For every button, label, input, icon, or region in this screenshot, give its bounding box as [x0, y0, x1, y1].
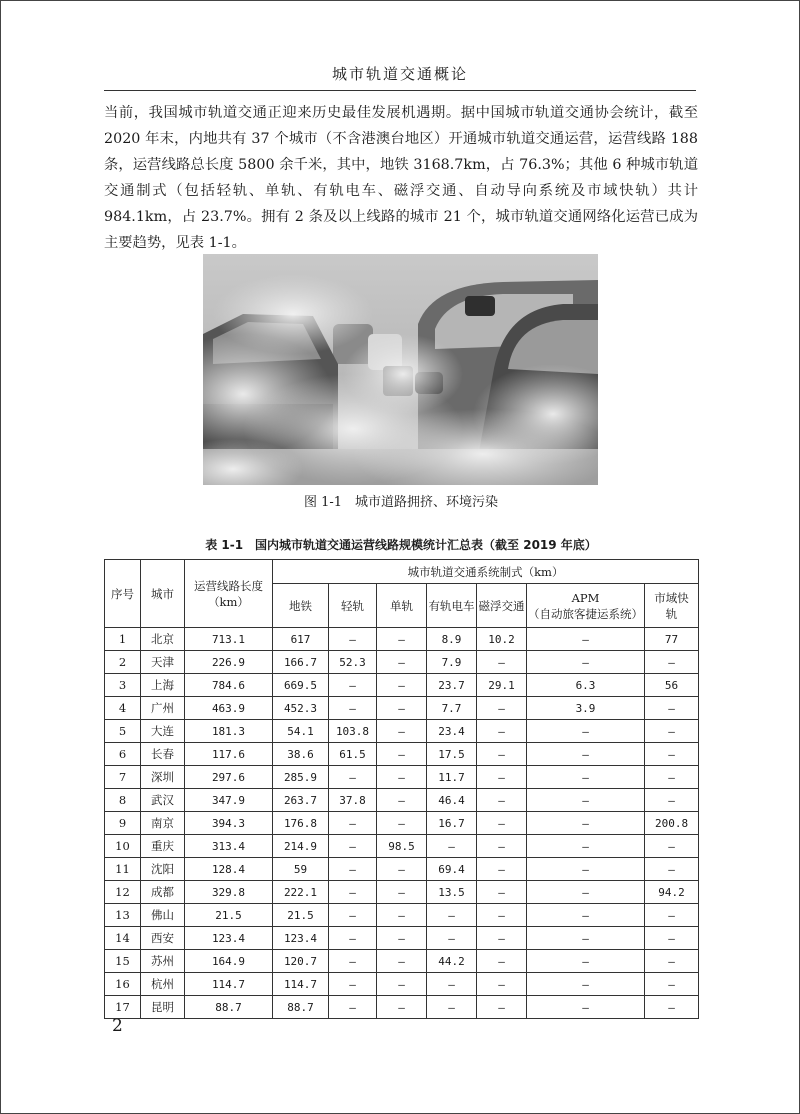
table-cell: 佛山 [141, 904, 185, 927]
table-cell: 南京 [141, 812, 185, 835]
table-cell: — [377, 881, 427, 904]
table-row [105, 651, 699, 674]
table-cell: 15 [105, 950, 141, 973]
table-cell: 7.9 [427, 651, 477, 674]
table-cell: — [527, 973, 645, 996]
table-row [105, 927, 699, 950]
table-cell: 222.1 [273, 881, 329, 904]
table-cell: 88.7 [185, 996, 273, 1019]
table-cell: 103.8 [329, 720, 377, 743]
table-cell: 16.7 [427, 812, 477, 835]
table-cell: 617 [273, 628, 329, 651]
table-cell: — [377, 996, 427, 1019]
table-cell: 29.1 [477, 674, 527, 697]
table-cell: — [377, 674, 427, 697]
table-cell: 114.7 [273, 973, 329, 996]
table-cell: — [427, 904, 477, 927]
header-tram: 有轨电车 [427, 584, 477, 628]
table-cell: 3.9 [527, 697, 645, 720]
table-cell: 347.9 [185, 789, 273, 812]
table-cell: — [477, 789, 527, 812]
figure-caption: 图 1-1 城市道路拥挤、环境污染 [303, 495, 499, 510]
table-cell: — [477, 858, 527, 881]
table-cell: — [377, 927, 427, 950]
table-cell: — [527, 904, 645, 927]
table-cell: 16 [105, 973, 141, 996]
table-cell: 54.1 [273, 720, 329, 743]
table-cell: — [377, 950, 427, 973]
table-cell: — [527, 927, 645, 950]
table-row [105, 950, 699, 973]
table-cell: 21.5 [185, 904, 273, 927]
table-cell: — [377, 904, 427, 927]
table-cell: 大连 [141, 720, 185, 743]
table-cell: 98.5 [377, 835, 427, 858]
table-cell: — [527, 766, 645, 789]
table-cell: — [645, 950, 699, 973]
table-cell: 263.7 [273, 789, 329, 812]
table-cell: — [477, 697, 527, 720]
table-cell: — [527, 743, 645, 766]
table-cell: — [477, 950, 527, 973]
table-cell: — [527, 858, 645, 881]
table-cell: 214.9 [273, 835, 329, 858]
table-cell: — [329, 812, 377, 835]
traffic-smog-photo [203, 254, 598, 485]
table-cell: 5 [105, 720, 141, 743]
table-cell: 杭州 [141, 973, 185, 996]
table-cell: 北京 [141, 628, 185, 651]
table-cell: — [329, 697, 377, 720]
table-cell: — [329, 858, 377, 881]
table-cell: — [427, 835, 477, 858]
table-cell: 61.5 [329, 743, 377, 766]
table-row [105, 720, 699, 743]
traffic-smog-illustration [203, 254, 598, 485]
table-cell: — [477, 812, 527, 835]
table-cell: 长春 [141, 743, 185, 766]
table-cell: 8 [105, 789, 141, 812]
table-cell: 94.2 [645, 881, 699, 904]
table-cell: — [477, 881, 527, 904]
table-cell: 784.6 [185, 674, 273, 697]
table-cell: — [645, 697, 699, 720]
table-body [105, 628, 699, 1019]
header-system-group: 城市轨道交通系统制式（km） [273, 560, 699, 584]
table-cell: — [477, 835, 527, 858]
table-cell: 69.4 [427, 858, 477, 881]
table-cell: 164.9 [185, 950, 273, 973]
body-paragraph: 当前，我国城市轨道交通正迎来历史最佳发展机遇期。据中国城市轨道交通协会统计，截至 2020 年末，内地共有 37 个城市（不含港澳台地区）开通城市轨道交通运营，运营线路 188 条，运营线路总长度 5800 余千米，其中，地铁 3168.7km，占 76.3%；其他 6 种城市轨道交通制式（包括轻轨、单轨、有轨电车、磁浮交通、自动导向系统及市域快轨）共计 984.1km，占 23.7%。拥有 2 条及以上线路的城市 21 个，城市轨道交通网络化运营已成为主要趋势，见表 1-1。 [104, 105, 698, 251]
table-cell: 21.5 [273, 904, 329, 927]
table-cell: 114.7 [185, 973, 273, 996]
table-cell: — [329, 927, 377, 950]
table-cell: 天津 [141, 651, 185, 674]
table-cell: 59 [273, 858, 329, 881]
table-cell: — [329, 973, 377, 996]
table-cell: — [527, 950, 645, 973]
table-cell: 7.7 [427, 697, 477, 720]
table-cell: 12 [105, 881, 141, 904]
table-cell: 3 [105, 674, 141, 697]
table-cell: 713.1 [185, 628, 273, 651]
table-cell: 6.3 [527, 674, 645, 697]
table-cell: — [645, 835, 699, 858]
table-row [105, 789, 699, 812]
table-cell: — [645, 904, 699, 927]
table-cell: 1 [105, 628, 141, 651]
table-row [105, 858, 699, 881]
table-cell: 上海 [141, 674, 185, 697]
table-cell: — [645, 651, 699, 674]
table-cell: — [377, 766, 427, 789]
table-cell: — [329, 674, 377, 697]
table-cell: 46.4 [427, 789, 477, 812]
table-cell: 10 [105, 835, 141, 858]
table-cell: 181.3 [185, 720, 273, 743]
table-cell: 7 [105, 766, 141, 789]
table-row [105, 881, 699, 904]
table-cell: — [329, 766, 377, 789]
table-cell: 11 [105, 858, 141, 881]
table-cell: — [477, 720, 527, 743]
table-cell: 285.9 [273, 766, 329, 789]
table-cell: 4 [105, 697, 141, 720]
table-cell: — [527, 996, 645, 1019]
table-cell: — [377, 628, 427, 651]
table-cell: — [427, 973, 477, 996]
table-cell: 重庆 [141, 835, 185, 858]
table-cell: 17 [105, 996, 141, 1019]
table-cell: — [527, 812, 645, 835]
table-cell: 88.7 [273, 996, 329, 1019]
table-cell: — [377, 697, 427, 720]
table-cell: — [477, 996, 527, 1019]
table-cell: 38.6 [273, 743, 329, 766]
table-cell: — [329, 950, 377, 973]
table-cell: — [645, 766, 699, 789]
table-cell: 17.5 [427, 743, 477, 766]
table-cell: 394.3 [185, 812, 273, 835]
table-title: 表 1-1 国内城市轨道交通运营线路规模统计汇总表（截至 2019 年底） [205, 538, 597, 552]
table-cell: 44.2 [427, 950, 477, 973]
table-row [105, 904, 699, 927]
header-suburban: 市域快轨 [645, 584, 699, 628]
table-cell: 13 [105, 904, 141, 927]
table-cell: 苏州 [141, 950, 185, 973]
table-cell: — [377, 973, 427, 996]
table-cell: — [329, 904, 377, 927]
table-cell: — [477, 766, 527, 789]
table-cell: — [527, 720, 645, 743]
header-maglev: 磁浮交通 [477, 584, 527, 628]
table-cell: 123.4 [185, 927, 273, 950]
table-cell: 深圳 [141, 766, 185, 789]
table-cell: — [427, 927, 477, 950]
table-cell: 成都 [141, 881, 185, 904]
table-cell: 11.7 [427, 766, 477, 789]
table-cell: — [645, 973, 699, 996]
table-row [105, 766, 699, 789]
table-cell: 297.6 [185, 766, 273, 789]
table-row [105, 996, 699, 1019]
table-row [105, 743, 699, 766]
table-cell: — [645, 858, 699, 881]
header-length: 运营线路长度（km） [185, 560, 273, 628]
table-row [105, 835, 699, 858]
table-cell: — [477, 973, 527, 996]
table-cell: 117.6 [185, 743, 273, 766]
table-cell: — [645, 789, 699, 812]
table-cell: — [527, 651, 645, 674]
table-cell: 77 [645, 628, 699, 651]
table-cell: — [527, 835, 645, 858]
running-header: 城市轨道交通概论 [104, 62, 696, 91]
table-cell: 13.5 [427, 881, 477, 904]
table-row [105, 812, 699, 835]
table-cell: — [427, 996, 477, 1019]
table-cell: — [377, 651, 427, 674]
table-cell: 669.5 [273, 674, 329, 697]
table-cell: — [329, 996, 377, 1019]
table-cell: 广州 [141, 697, 185, 720]
table-cell: 37.8 [329, 789, 377, 812]
table-cell: 226.9 [185, 651, 273, 674]
table-cell: — [377, 743, 427, 766]
table-row [105, 973, 699, 996]
table-cell: — [377, 720, 427, 743]
header-apm-label: APM [571, 590, 600, 605]
table-cell: 8.9 [427, 628, 477, 651]
table-cell: 西安 [141, 927, 185, 950]
table-cell: 23.7 [427, 674, 477, 697]
table-cell: 14 [105, 927, 141, 950]
header-city: 城市 [141, 560, 185, 628]
table-cell: 452.3 [273, 697, 329, 720]
table-cell: 56 [645, 674, 699, 697]
table-row [105, 628, 699, 651]
header-index: 序号 [105, 560, 141, 628]
header-metro: 地铁 [273, 584, 329, 628]
table-cell: — [645, 743, 699, 766]
table-cell: 313.4 [185, 835, 273, 858]
table-cell: 昆明 [141, 996, 185, 1019]
table-cell: 52.3 [329, 651, 377, 674]
table-cell: 武汉 [141, 789, 185, 812]
table-cell: — [645, 720, 699, 743]
table-cell: — [477, 904, 527, 927]
table-cell: 9 [105, 812, 141, 835]
table-cell: — [329, 881, 377, 904]
table-cell: — [527, 881, 645, 904]
header-apm [527, 584, 645, 628]
table-cell: 166.7 [273, 651, 329, 674]
table-cell: 200.8 [645, 812, 699, 835]
table-cell: 2 [105, 651, 141, 674]
header-apm-sub: （自动旅客捷运系统） [528, 606, 643, 621]
table-cell: 沈阳 [141, 858, 185, 881]
header-light-rail: 轻轨 [329, 584, 377, 628]
table-cell: — [377, 858, 427, 881]
table-cell: — [329, 835, 377, 858]
header-monorail: 单轨 [377, 584, 427, 628]
table-cell: — [477, 927, 527, 950]
table-cell: — [377, 812, 427, 835]
page-number: 2 [112, 1016, 123, 1036]
table-cell: 6 [105, 743, 141, 766]
table-cell: 23.4 [427, 720, 477, 743]
table-cell: 123.4 [273, 927, 329, 950]
table-cell: — [527, 628, 645, 651]
table-cell: — [645, 927, 699, 950]
table-cell: — [477, 651, 527, 674]
table-row [105, 674, 699, 697]
table-cell: 176.8 [273, 812, 329, 835]
table-cell: — [645, 996, 699, 1019]
rail-statistics-table [104, 559, 699, 1019]
table-cell: 120.7 [273, 950, 329, 973]
table-cell: 10.2 [477, 628, 527, 651]
table-cell: 329.8 [185, 881, 273, 904]
table-cell: 463.9 [185, 697, 273, 720]
table-row [105, 697, 699, 720]
table-cell: — [377, 789, 427, 812]
table-cell: — [477, 743, 527, 766]
table-cell: — [329, 628, 377, 651]
table-cell: — [527, 789, 645, 812]
table-cell: 128.4 [185, 858, 273, 881]
